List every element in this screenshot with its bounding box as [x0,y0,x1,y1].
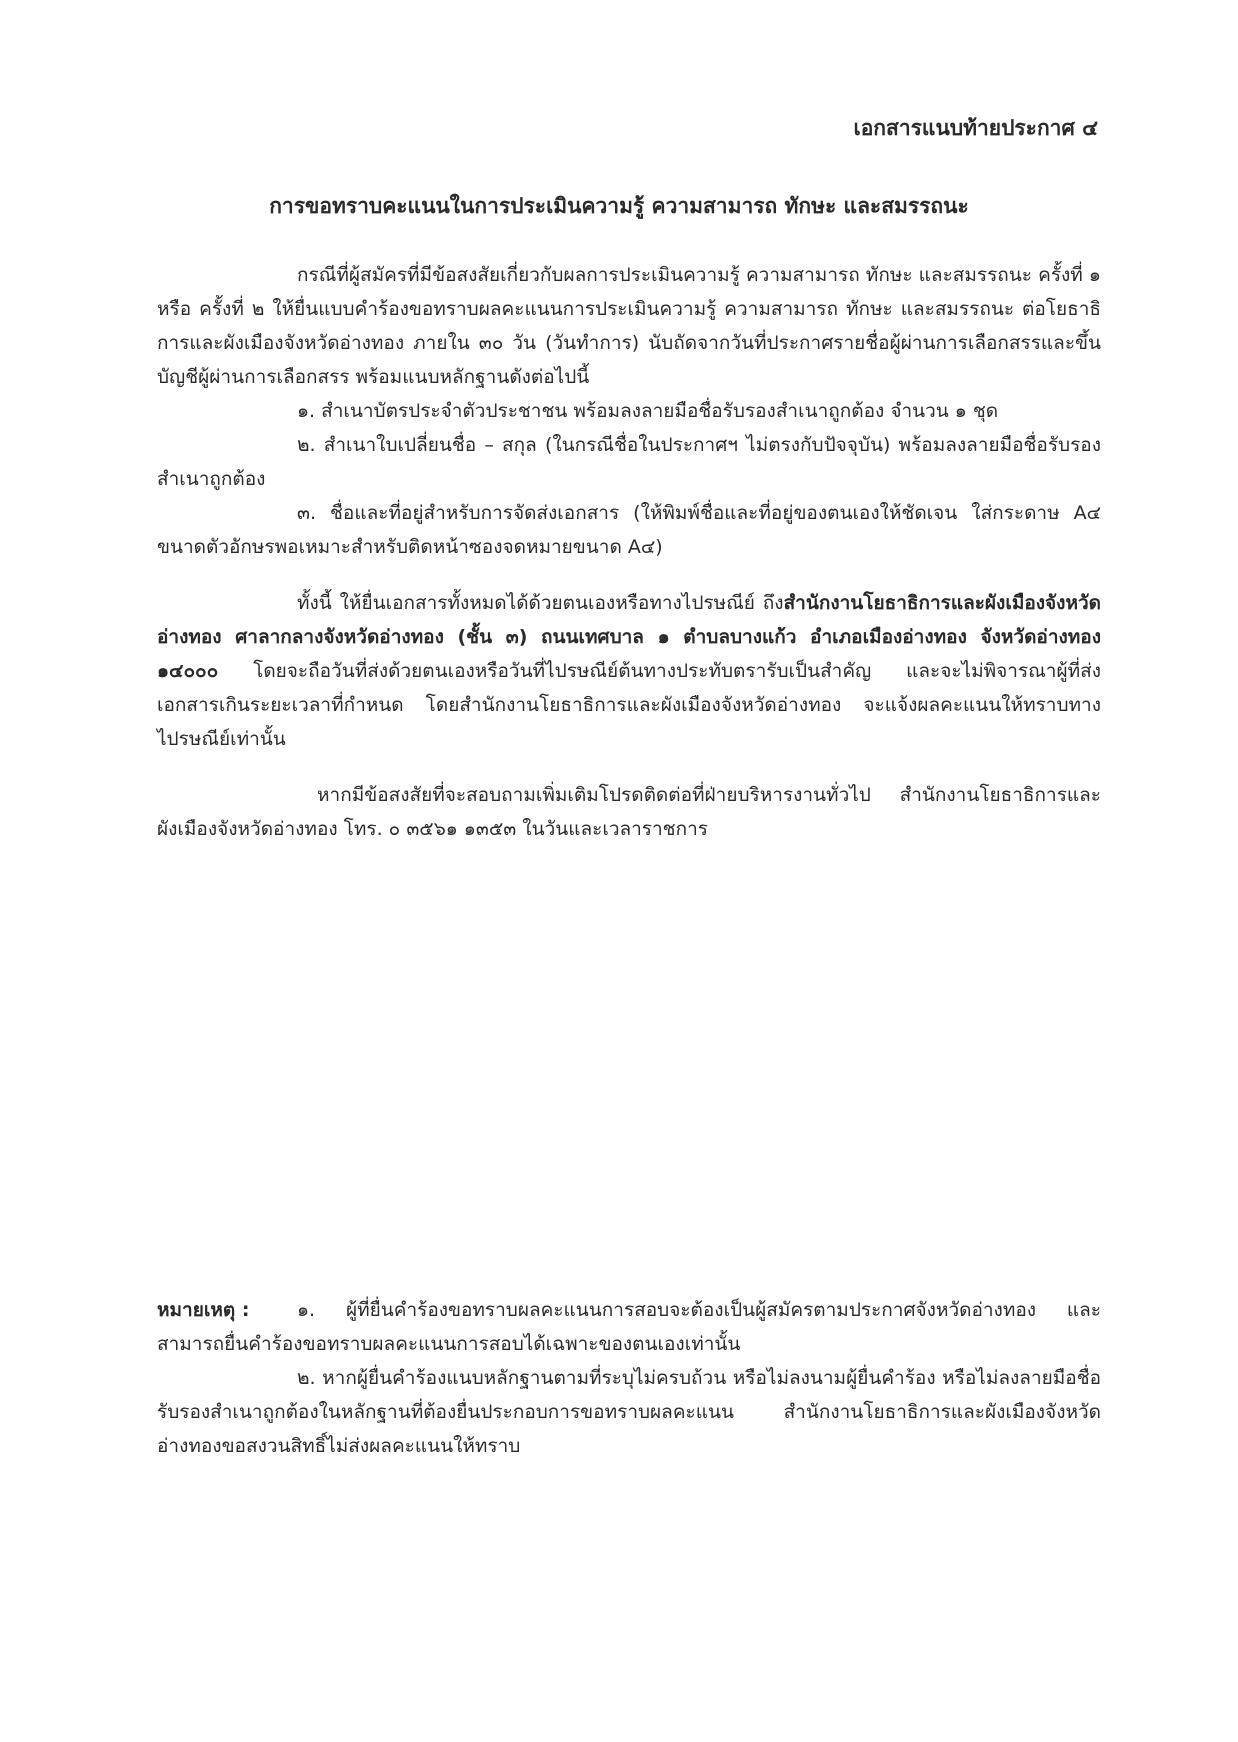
note-item-2: ๒. หากผู้ยื่นคำร้องแนบหลักฐานตามที่ระบุไม่ครบถ้วน หรือไม่ลงนามผู้ยื่นคำร้อง หรือไม่ลงลายมือชื่อรับรองสำเนาถูกต้องในหลักฐานที่ต้องยื่นประกอบการขอทราบผลคะแนน สำนักงานโยธาธิการและผังเมืองจังหวัดอ่างทองขอสงวนสิทธิ์ไม่ส่งผลคะแนนให้ทราบ [157,1367,1101,1457]
contact-paragraph: หากมีข้อสงสัยที่จะสอบถามเพิ่มเติมโปรดติดต่อที่ฝ่ายบริหารงานทั่วไป สำนักงานโยธาธิการและผังเมืองจังหวัดอ่างทอง โทร. ๐ ๓๕๖๑ ๑๓๕๓ ในวันและเวลาราชการ [157,784,1101,840]
note-label: หมายเหตุ : [157,1299,250,1321]
intro-paragraph: กรณีที่ผู้สมัครที่มีข้อสงสัยเกี่ยวกับผลการประเมินความรู้ ความสามารถ ทักษะ และสมรรถนะ ครั้งที่ ๑ หรือ ครั้งที่ ๒ ให้ยื่นแบบคำร้องขอทราบผลคะแนนการประเมินความรู้ ความสามารถ ทักษะ และสมรรถนะ ต่อโยธาธิการและผังเมืองจังหวัดอ่างทอง ภายใน ๓๐ วัน (วันทำการ) นับถัดจากวันที่ประกาศรายชื่อผู้ผ่านการเลือกสรรและขึ้นบัญชีผู้ผ่านการเลือกสรร พร้อมแนบหลักฐานดังต่อไปนี้ [157,264,1101,388]
submission-lead: ทั้งนี้ ให้ยื่นเอกสารทั้งหมดได้ด้วยตนเองหรือทางไปรษณีย์ ถึง [297,592,784,614]
evidence-item-3: ๓. ชื่อและที่อยู่สำหรับการจัดส่งเอกสาร (ให้พิมพ์ชื่อและที่อยู่ของตนเองให้ชัดเจน ใส่กระดาษ A๔ ขนาดตัวอักษรพอเหมาะสำหรับติดหน้าซองจดหมายขนาด A๔) [157,502,1101,558]
note-item-1 [157,1293,1101,1361]
spacer [157,756,1101,778]
spacer [157,564,1101,586]
note-section [157,1293,1101,1463]
evidence-item-1: ๑. สำเนาบัตรประจำตัวประชาชน พร้อมลงลายมือชื่อรับรองสำเนาถูกต้อง จำนวน ๑ ชุด [297,400,999,422]
submission-rest: โดยจะถือวันที่ส่งด้วยตนเองหรือวันที่ไปรษณีย์ต้นทางประทับตรารับเป็นสำคัญ และจะไม่พิจารณาผู้ที่ส่งเอกสารเกินระยะเวลาที่กำหนด โดยสำนักงานโยธาธิการและผังเมืองจังหวัดอ่างทอง จะแจ้งผลคะแนนให้ทราบทางไปรษณีย์เท่านั้น [157,660,1101,750]
document-title: การขอทราบคะแนนในการประเมินความรู้ ความสามารถ ทักษะ และสมรรถนะ [269,194,969,218]
attachment-label: เอกสารแนบท้ายประกาศ ๔ [853,116,1098,140]
note-item-1-text: ๑. ผู้ที่ยื่นคำร้องขอทราบผลคะแนนการสอบจะต้องเป็นผู้สมัครตามประกาศจังหวัดอ่างทอง และสามารถยื่นคำร้องขอทราบผลคะแนนการสอบได้เฉพาะของตนเองเท่านั้น [157,1299,1101,1355]
evidence-item-2: ๒. สำเนาใบเปลี่ยนชื่อ – สกุล (ในกรณีชื่อในประกาศฯ ไม่ตรงกับปัจจุบัน) พร้อมลงลายมือชื่อรับรองสำเนาถูกต้อง [157,434,1101,490]
submission-paragraph [157,586,1101,756]
submission-address: สำนักงานโยธาธิการและผังเมืองจังหวัดอ่างทอง ศาลากลางจังหวัดอ่างทอง (ชั้น ๓) ถนนเทศบาล ๑ ตำบลบางแก้ว อำเภอเมืองอ่างทอง จังหวัดอ่างทอง ๑๔๐๐๐ [157,592,1101,682]
main-body [157,258,1101,846]
